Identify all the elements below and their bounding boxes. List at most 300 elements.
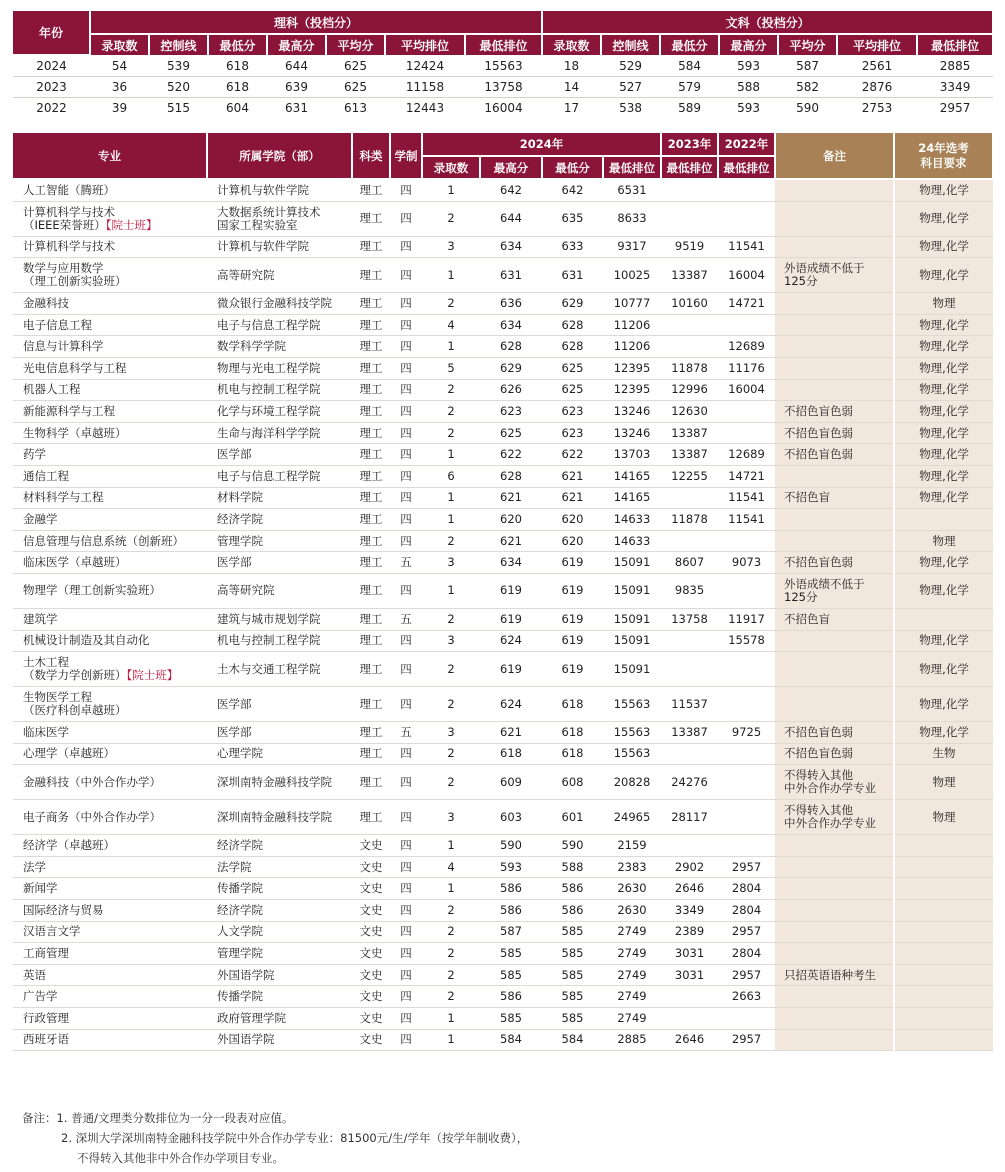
- category-cell: 理工: [352, 652, 390, 687]
- lowest-score-cell: 608: [542, 765, 603, 800]
- college-cell: 计算机与软件学院: [207, 179, 352, 201]
- lowest-score-cell: 619: [542, 573, 603, 608]
- table-row: [13, 201, 993, 236]
- category-cell: 理工: [352, 422, 390, 444]
- table-row: [13, 878, 993, 900]
- note-cell: [775, 179, 894, 201]
- admitted-cell: 3: [422, 722, 480, 744]
- college-cell: 土木与交通工程学院: [207, 652, 352, 687]
- rank-2023-cell: [661, 652, 718, 687]
- rank-2022-cell: 2804: [718, 878, 775, 900]
- rank-2023-cell: 9835: [661, 573, 718, 608]
- major-name: 行政管理: [23, 1010, 69, 1025]
- highest-score-cell: 626: [480, 379, 542, 401]
- lowest-score-cell: 622: [542, 444, 603, 466]
- arts-value-cell: 2876: [837, 77, 917, 98]
- table-row: [13, 444, 993, 466]
- major-cell: [13, 964, 207, 986]
- admitted-cell: 2: [422, 608, 480, 630]
- table-row: [13, 856, 993, 878]
- footnote-line-3: 不得转入其他非中外合作办学项目专业。: [77, 1151, 284, 1165]
- duration-cell: 四: [390, 422, 422, 444]
- highest-score-cell: 620: [480, 509, 542, 531]
- rank-2023-cell: 12255: [661, 465, 718, 487]
- subject-requirement-cell: [894, 1029, 993, 1051]
- major-name: 心理学（卓越班）: [23, 746, 115, 761]
- highest-score-cell: 587: [480, 921, 542, 943]
- admitted-cell: 1: [422, 444, 480, 466]
- highest-score-cell: 619: [480, 573, 542, 608]
- rank-2022-cell: 16004: [718, 379, 775, 401]
- major-cell: [13, 608, 207, 630]
- rank-2022-cell: 11541: [718, 236, 775, 258]
- category-cell: 理工: [352, 487, 390, 509]
- table-row: [13, 687, 993, 722]
- admitted-cell: 1: [422, 336, 480, 358]
- arts-col-header: 最高分: [719, 34, 778, 55]
- admitted-cell: 1: [422, 835, 480, 857]
- highest-score-cell: 585: [480, 943, 542, 965]
- major-admission-table: [13, 133, 994, 1051]
- major-cell: [13, 921, 207, 943]
- category-cell: 理工: [352, 293, 390, 315]
- table-row: [13, 487, 993, 509]
- year-cell: 2024: [36, 59, 67, 73]
- duration-cell: 四: [390, 357, 422, 379]
- category-cell: 理工: [352, 465, 390, 487]
- major-cell: [13, 800, 207, 835]
- college-cell: 经济学院: [207, 835, 352, 857]
- major-cell: [13, 552, 207, 574]
- admitted-cell: 2: [422, 201, 480, 236]
- major-name: 国际经济与贸易: [23, 902, 104, 917]
- lowest-score-cell: 623: [542, 422, 603, 444]
- table-row: [13, 800, 993, 835]
- footnote-line-1: 1. 普通/文理类分数排位为一分一段表对应值。: [56, 1111, 294, 1125]
- rank-2022-cell: [718, 652, 775, 687]
- lowest-rank-2023-header: 最低排位: [661, 156, 718, 179]
- major-cell: [13, 401, 207, 423]
- rank-2023-cell: [661, 336, 718, 358]
- rank-2022-cell: 11541: [718, 509, 775, 531]
- duration-cell: 四: [390, 509, 422, 531]
- admitted-cell: 2: [422, 530, 480, 552]
- subject-requirement-cell: 物理: [894, 765, 993, 800]
- major-cell: [13, 258, 207, 293]
- rank-2022-cell: 2957: [718, 1029, 775, 1051]
- lowest-score-cell: 619: [542, 630, 603, 652]
- note-cell: [775, 943, 894, 965]
- rank-2023-cell: [661, 314, 718, 336]
- highest-score-cell: 636: [480, 293, 542, 315]
- rank-2022-cell: 9073: [718, 552, 775, 574]
- rank-2023-cell: [661, 201, 718, 236]
- rank-2023-cell: 3031: [661, 943, 718, 965]
- note-cell: [775, 465, 894, 487]
- major-name: 信息与计算科学: [23, 339, 104, 354]
- table-row: [13, 573, 993, 608]
- science-value-cell: 11158: [385, 77, 465, 98]
- major-cell: [13, 293, 207, 315]
- college-cell: 政府管理学院: [207, 1008, 352, 1030]
- rank-2023-cell: 24276: [661, 765, 718, 800]
- category-cell: 理工: [352, 509, 390, 531]
- science-value-cell: 604: [208, 98, 267, 119]
- science-value-cell: 515: [149, 98, 208, 119]
- rank-2022-cell: [718, 201, 775, 236]
- duration-cell: 四: [390, 765, 422, 800]
- table-row: [13, 465, 993, 487]
- note-cell: 不招色盲色弱: [775, 401, 894, 423]
- science-value-cell: 520: [149, 77, 208, 98]
- college-cell: 高等研究院: [207, 573, 352, 608]
- category-cell: 理工: [352, 201, 390, 236]
- major-name: 生物科学（卓越班）: [23, 425, 127, 440]
- science-col-header: 控制线: [149, 34, 208, 55]
- rank-2023-cell: [661, 630, 718, 652]
- highest-score-cell: 619: [480, 652, 542, 687]
- note-cell: [775, 878, 894, 900]
- table-row: [13, 552, 993, 574]
- major-name: 电子商务（中外合作办学）: [23, 809, 161, 824]
- highest-score-cell: 593: [480, 856, 542, 878]
- duration-cell: 四: [390, 921, 422, 943]
- admitted-header: 录取数: [422, 156, 480, 179]
- admitted-cell: 2: [422, 293, 480, 315]
- rank-2022-cell: [718, 800, 775, 835]
- major-cell: [13, 835, 207, 857]
- table-row: [13, 608, 993, 630]
- category-cell: 文史: [352, 964, 390, 986]
- category-cell: 文史: [352, 856, 390, 878]
- lowest-rank-cell: 6531: [603, 179, 661, 201]
- rank-2022-cell: [718, 401, 775, 423]
- lowest-score-cell: 628: [542, 336, 603, 358]
- lowest-rank-cell: 13246: [603, 422, 661, 444]
- highest-score-cell: 585: [480, 964, 542, 986]
- lowest-score-cell: 618: [542, 687, 603, 722]
- lowest-score-cell: 618: [542, 722, 603, 744]
- admitted-cell: 3: [422, 236, 480, 258]
- category-cell: 理工: [352, 530, 390, 552]
- major-cell: [13, 336, 207, 358]
- major-name: 生物医学工程 （医疗科创卓越班）: [23, 690, 127, 718]
- arts-col-header: 控制线: [601, 34, 660, 55]
- arts-value-cell: 579: [660, 77, 719, 98]
- table-row: [13, 509, 993, 531]
- subject-requirement-cell: 物理,化学: [894, 487, 993, 509]
- note-cell: 不招色盲色弱: [775, 552, 894, 574]
- college-cell: 大数据系统计算技术 国家工程实验室: [207, 201, 352, 236]
- highest-score-cell: 622: [480, 444, 542, 466]
- rank-2023-cell: 12630: [661, 401, 718, 423]
- note-cell: [775, 1008, 894, 1030]
- major-cell: [13, 652, 207, 687]
- admitted-cell: 1: [422, 573, 480, 608]
- duration-cell: 四: [390, 835, 422, 857]
- major-name: 数学与应用数学 （理工创新实验班）: [23, 261, 127, 289]
- major-cell: [13, 487, 207, 509]
- rank-2022-cell: 2804: [718, 900, 775, 922]
- note-cell: 外语成绩不低于 125分: [775, 573, 894, 608]
- college-cell: 经济学院: [207, 900, 352, 922]
- table-row: [13, 964, 993, 986]
- highest-score-cell: 628: [480, 336, 542, 358]
- table-row: [13, 743, 993, 765]
- highest-score-cell: 642: [480, 179, 542, 201]
- lowest-score-header: 最低分: [542, 156, 603, 179]
- arts-value-cell: 588: [719, 77, 778, 98]
- duration-cell: 四: [390, 530, 422, 552]
- rank-2022-cell: 2957: [718, 856, 775, 878]
- admitted-cell: 1: [422, 179, 480, 201]
- rank-2023-cell: 3349: [661, 900, 718, 922]
- highest-score-cell: 618: [480, 743, 542, 765]
- major-name: 计算机科学与技术: [23, 239, 115, 254]
- college-cell: 机电与控制工程学院: [207, 630, 352, 652]
- duration-cell: 四: [390, 179, 422, 201]
- duration-header: 学制: [390, 133, 422, 179]
- arts-value-cell: 2885: [939, 58, 971, 73]
- highest-score-cell: 631: [480, 258, 542, 293]
- major-header: 专业: [13, 133, 207, 179]
- highest-score-cell: 623: [480, 401, 542, 423]
- subject-requirement-cell: 物理,化学: [894, 573, 993, 608]
- highest-score-cell: 621: [480, 487, 542, 509]
- admitted-cell: 1: [422, 1008, 480, 1030]
- admitted-cell: 2: [422, 743, 480, 765]
- lowest-score-cell: 620: [542, 530, 603, 552]
- major-name: 材料科学与工程: [23, 490, 104, 505]
- lowest-rank-cell: 2885: [603, 1029, 661, 1051]
- major-name: 广告学: [23, 989, 58, 1004]
- major-cell: [13, 314, 207, 336]
- note-header: 备注: [775, 133, 894, 179]
- category-cell: 理工: [352, 357, 390, 379]
- lowest-rank-cell: 20828: [603, 765, 661, 800]
- rank-2023-cell: [661, 1008, 718, 1030]
- major-cell: [13, 422, 207, 444]
- rank-2022-cell: 14721: [718, 293, 775, 315]
- year-2023-header: 2023年: [661, 133, 718, 156]
- duration-cell: 四: [390, 1029, 422, 1051]
- science-value-cell: 613: [326, 98, 385, 119]
- lowest-rank-cell: 15563: [603, 722, 661, 744]
- rank-2023-cell: 2646: [661, 878, 718, 900]
- subject-requirement-cell: 物理,化学: [894, 444, 993, 466]
- rank-2023-cell: [661, 986, 718, 1008]
- table-row: [13, 765, 993, 800]
- duration-cell: 四: [390, 258, 422, 293]
- college-cell: 深圳南特金融科技学院: [207, 800, 352, 835]
- subject-requirement-cell: 物理,化学: [894, 422, 993, 444]
- lowest-score-cell: 642: [542, 179, 603, 201]
- college-cell: 医学部: [207, 687, 352, 722]
- rank-2023-cell: 12996: [661, 379, 718, 401]
- science-value-cell: 12443: [385, 98, 465, 119]
- subject-requirement-cell: 物理,化学: [894, 465, 993, 487]
- duration-cell: 四: [390, 800, 422, 835]
- science-col-header: 最高分: [267, 34, 326, 55]
- major-name: 物理学（理工创新实验班）: [23, 583, 161, 598]
- highest-score-cell: 590: [480, 835, 542, 857]
- rank-2022-cell: 11541: [718, 487, 775, 509]
- duration-cell: 四: [390, 630, 422, 652]
- science-value-cell: 54: [111, 58, 128, 73]
- rank-2022-cell: [718, 179, 775, 201]
- college-cell: 传播学院: [207, 878, 352, 900]
- major-name: 机器人工程: [23, 382, 81, 397]
- arts-value-cell: 527: [601, 77, 660, 98]
- duration-cell: 五: [390, 722, 422, 744]
- arts-value-cell: 18: [563, 58, 580, 73]
- major-cell: [13, 201, 207, 236]
- note-cell: [775, 509, 894, 531]
- college-cell: 外国语学院: [207, 964, 352, 986]
- admitted-cell: 5: [422, 357, 480, 379]
- table-row: [13, 336, 993, 358]
- major-cell: [13, 1008, 207, 1030]
- highest-score-cell: 585: [480, 1008, 542, 1030]
- rank-2022-cell: 14721: [718, 465, 775, 487]
- note-cell: 不招色盲: [775, 487, 894, 509]
- rank-2022-cell: [718, 422, 775, 444]
- arts-value-cell: 538: [601, 98, 660, 119]
- college-cell: 外国语学院: [207, 1029, 352, 1051]
- rank-2022-cell: 12689: [718, 444, 775, 466]
- major-name: 金融科技: [23, 295, 69, 310]
- lowest-rank-cell: 8633: [603, 201, 661, 236]
- duration-cell: 四: [390, 1008, 422, 1030]
- lowest-rank-cell: 15091: [603, 608, 661, 630]
- duration-cell: 四: [390, 487, 422, 509]
- science-value-cell: 16004: [465, 98, 542, 119]
- subject-requirement-cell: [894, 608, 993, 630]
- rank-2022-cell: 2804: [718, 943, 775, 965]
- admitted-cell: 1: [422, 878, 480, 900]
- major-name: 法学: [23, 859, 46, 874]
- major-name: 新能源科学与工程: [23, 403, 115, 418]
- lowest-rank-cell: 2749: [603, 964, 661, 986]
- college-cell: 医学部: [207, 722, 352, 744]
- highest-score-cell: 586: [480, 900, 542, 922]
- subject-requirement-cell: 物理,化学: [894, 179, 993, 201]
- duration-cell: 四: [390, 401, 422, 423]
- admitted-cell: 3: [422, 630, 480, 652]
- subject-requirement-cell: 物理: [894, 800, 993, 835]
- table-row: [13, 293, 993, 315]
- lowest-rank-cell: 13246: [603, 401, 661, 423]
- college-cell: 物理与光电工程学院: [207, 357, 352, 379]
- major-name: 光电信息科学与工程: [23, 360, 127, 375]
- lowest-score-cell: 635: [542, 201, 603, 236]
- duration-cell: 五: [390, 552, 422, 574]
- science-header: 理科（投档分）: [90, 11, 542, 34]
- category-cell: 理工: [352, 573, 390, 608]
- rank-2023-cell: 2902: [661, 856, 718, 878]
- college-cell: 电子与信息工程学院: [207, 314, 352, 336]
- note-cell: 不招色盲色弱: [775, 722, 894, 744]
- lowest-rank-cell: 14633: [603, 509, 661, 531]
- rank-2023-cell: [661, 530, 718, 552]
- subject-requirement-cell: 物理: [894, 293, 993, 315]
- table-row: [13, 401, 993, 423]
- note-cell: 不得转入其他 中外合作办学专业: [775, 765, 894, 800]
- lowest-score-cell: 588: [542, 856, 603, 878]
- highest-score-cell: 621: [480, 722, 542, 744]
- subject-requirement-cell: 物理,化学: [894, 722, 993, 744]
- highest-score-cell: 609: [480, 765, 542, 800]
- college-cell: 管理学院: [207, 530, 352, 552]
- major-name: 计算机科学与技术 （IEEE荣誉班）: [23, 204, 115, 232]
- rank-2022-cell: 12689: [718, 336, 775, 358]
- table-row: [13, 379, 993, 401]
- footnote-label: 备注：: [22, 1111, 57, 1125]
- lowest-score-cell: 585: [542, 1008, 603, 1030]
- category-cell: 理工: [352, 800, 390, 835]
- college-cell: 计算机与软件学院: [207, 236, 352, 258]
- science-value-cell: 644: [285, 58, 308, 73]
- rank-2023-cell: 13387: [661, 722, 718, 744]
- note-cell: [775, 336, 894, 358]
- admitted-cell: 2: [422, 687, 480, 722]
- rank-2023-cell: 10160: [661, 293, 718, 315]
- rank-2022-cell: 2957: [718, 921, 775, 943]
- arts-value-cell: 587: [796, 58, 819, 73]
- subject-requirement-cell: [894, 964, 993, 986]
- category-cell: 文史: [352, 1029, 390, 1051]
- rank-2022-cell: 16004: [718, 258, 775, 293]
- lowest-score-cell: 586: [542, 900, 603, 922]
- category-cell: 文史: [352, 986, 390, 1008]
- table-row: [13, 943, 993, 965]
- rank-2023-cell: [661, 743, 718, 765]
- note-cell: [775, 201, 894, 236]
- college-cell: 深圳南特金融科技学院: [207, 765, 352, 800]
- duration-cell: 四: [390, 336, 422, 358]
- subject-requirement-cell: 物理,化学: [894, 314, 993, 336]
- academician-class-tag: 【院士班】: [105, 217, 158, 232]
- duration-cell: 四: [390, 743, 422, 765]
- subject-requirement-header: 24年选考 科目要求: [894, 133, 993, 179]
- subject-requirement-cell: [894, 943, 993, 965]
- note-cell: [775, 630, 894, 652]
- note-cell: [775, 1029, 894, 1051]
- highest-score-header: 最高分: [480, 156, 542, 179]
- subject-requirement-cell: [894, 921, 993, 943]
- lowest-rank-cell: 14165: [603, 465, 661, 487]
- lowest-rank-cell: 2630: [603, 878, 661, 900]
- subject-requirement-cell: 物理,化学: [894, 379, 993, 401]
- major-name: 通信工程: [23, 468, 69, 483]
- major-cell: [13, 856, 207, 878]
- year-2024-header: 2024年: [422, 133, 661, 156]
- arts-value-cell: 582: [778, 77, 837, 98]
- note-cell: 不招色盲色弱: [775, 743, 894, 765]
- science-value-cell: 13758: [465, 77, 542, 98]
- highest-score-cell: 586: [480, 986, 542, 1008]
- major-cell: [13, 530, 207, 552]
- lowest-score-cell: 618: [542, 743, 603, 765]
- subject-requirement-cell: 物理,化学: [894, 357, 993, 379]
- duration-cell: 四: [390, 652, 422, 687]
- major-cell: [13, 179, 207, 201]
- arts-value-cell: 2561: [861, 58, 893, 73]
- college-cell: 化学与环境工程学院: [207, 401, 352, 423]
- duration-cell: 四: [390, 465, 422, 487]
- subject-requirement-cell: 物理: [894, 530, 993, 552]
- admitted-cell: 2: [422, 964, 480, 986]
